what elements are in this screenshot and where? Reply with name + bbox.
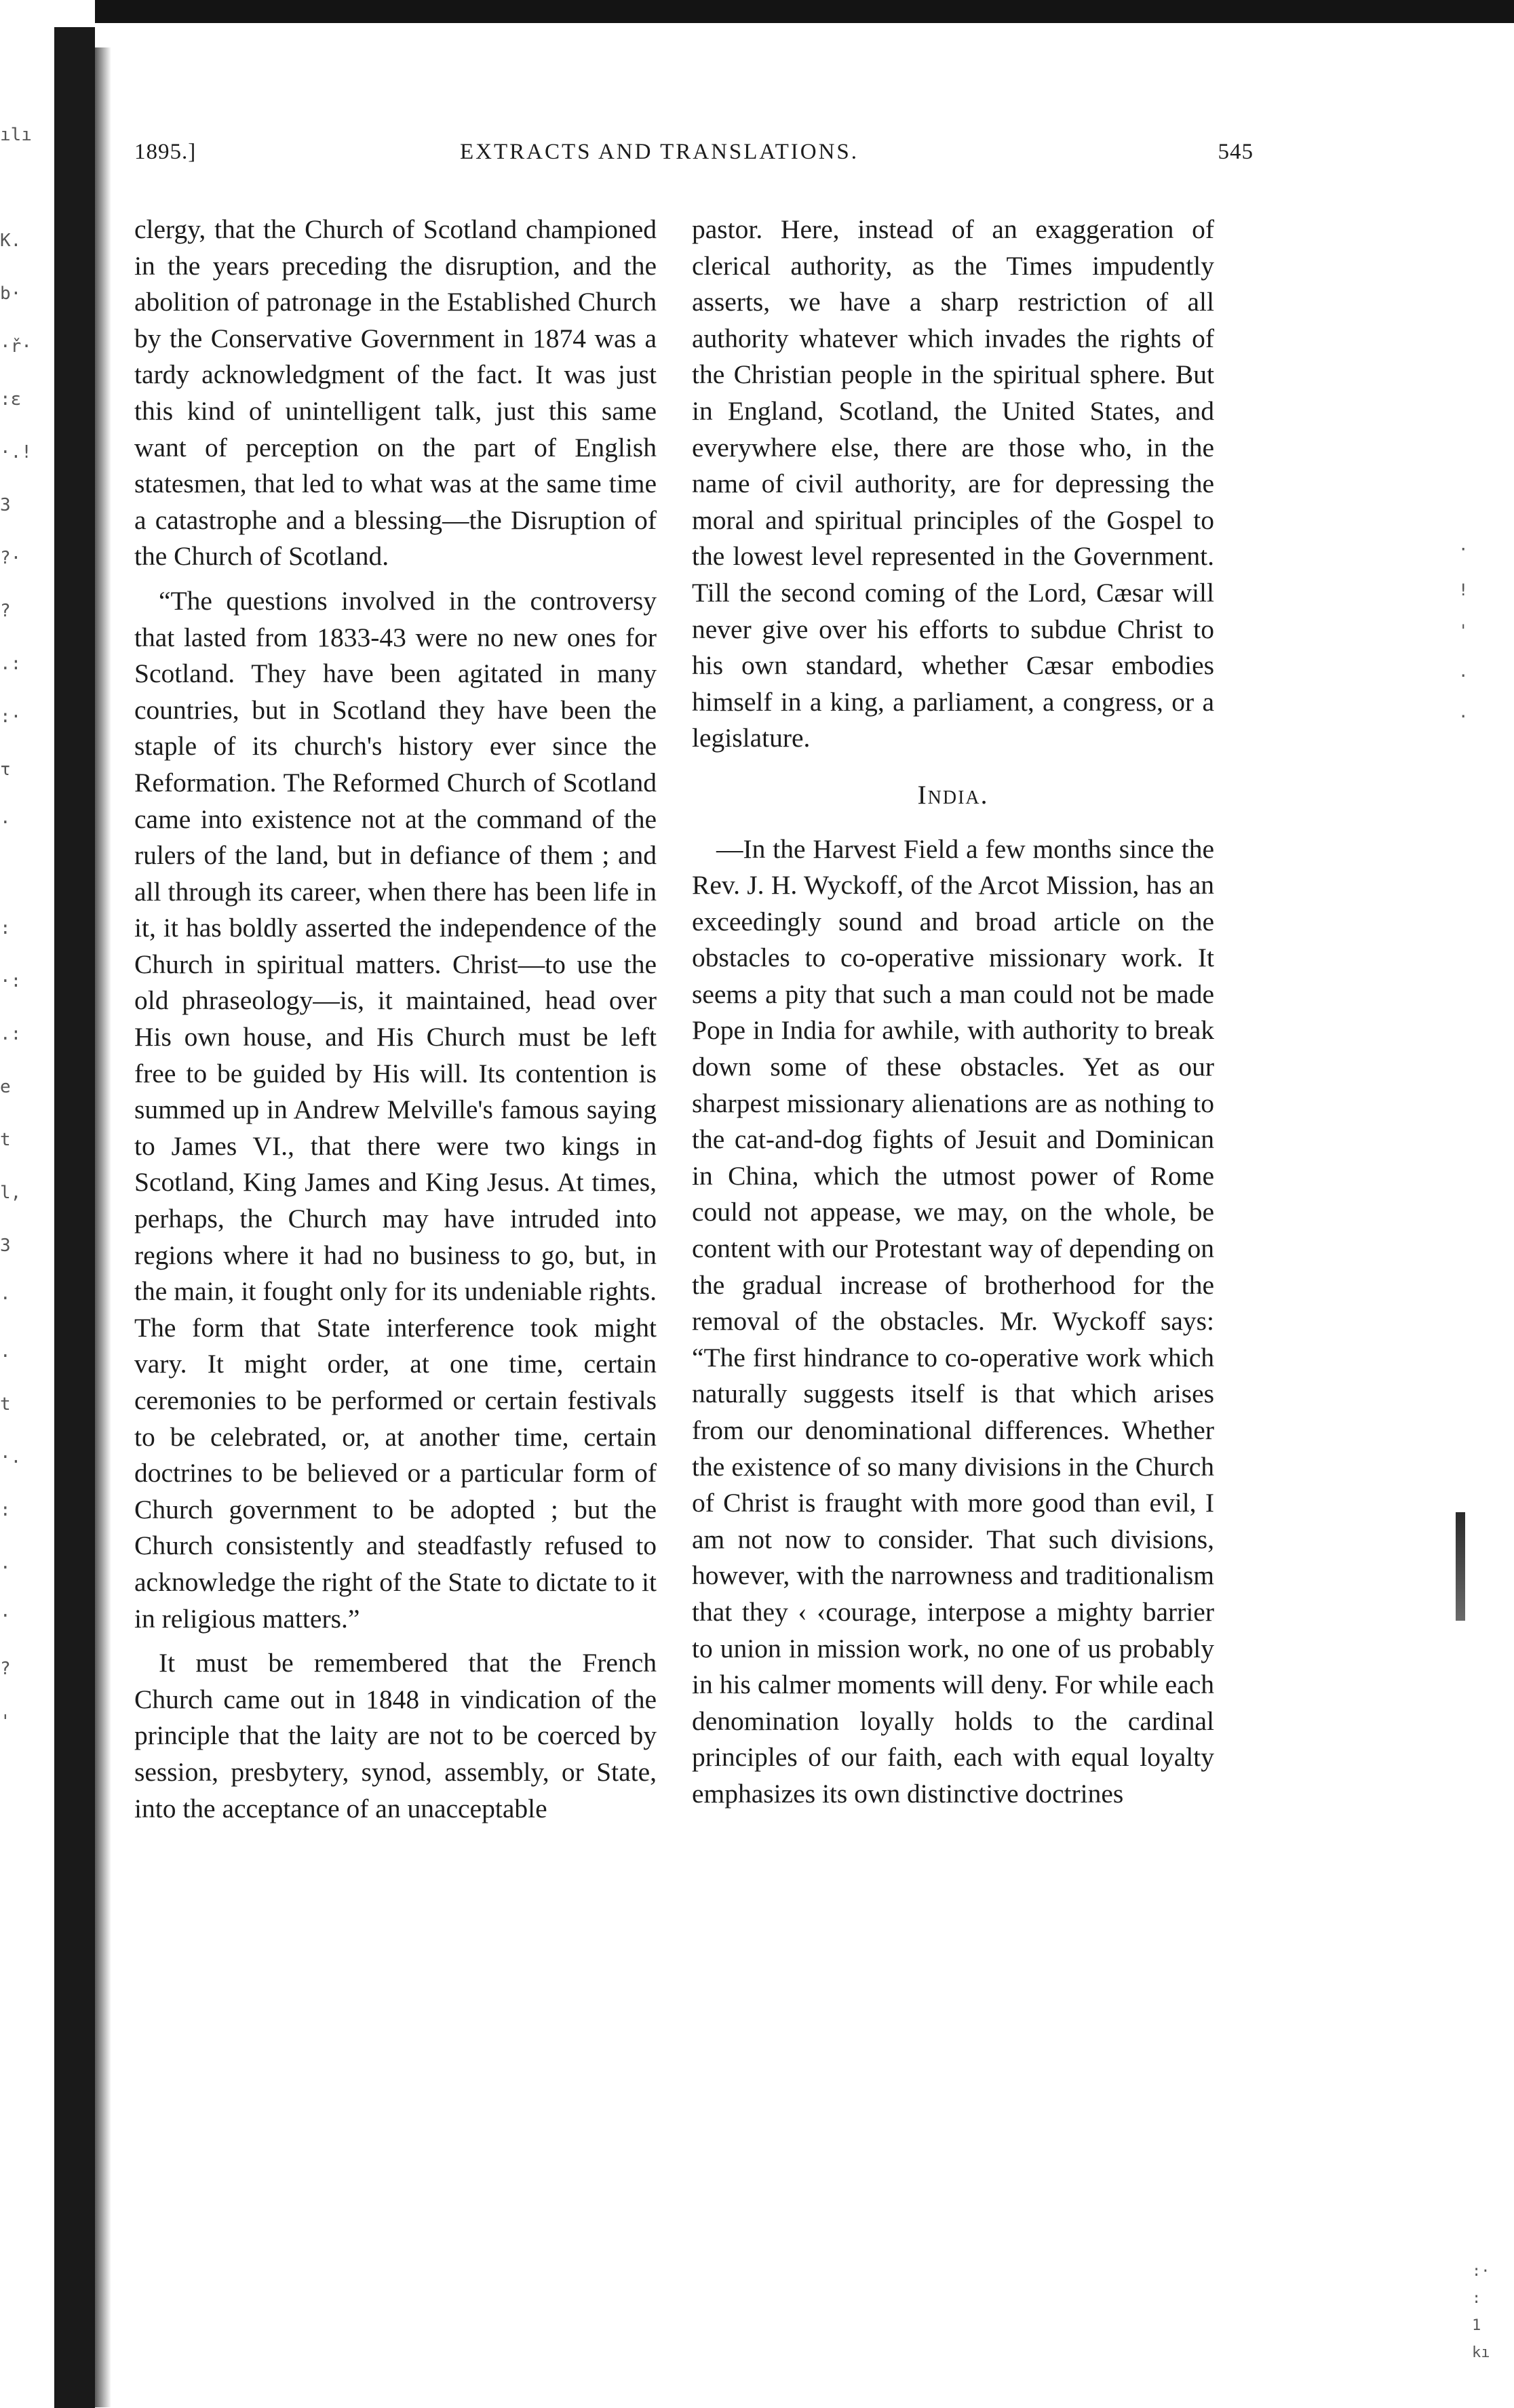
paragraph: “The questions involved in the controversy that lasted from 1833-43 were no new ones for Scotland. They have been agitated in many countries, but in Scotland they have been the staple of its church's history ever since the Reformation. The Reformed Church of Scotland came into existence not at the command of the rulers of the land, but in defiance of them ; and all through its career, when there has been life in it, it has boldly asserted the independence of the Church in spiritual matters. Christ—to use the old phraseology—is, it maintained, head over His own house, and His Church must be left free to be guided by His will. Its contention is summed up in Andrew Melville's famous saying to James VI., that there were two kings in Scotland, King James and King Jesus. At times, perhaps, the Church may have intruded into regions where it had no business to go, but, in the main, it fought only for its undeniable rights. The form that State interference took might vary. It might order, at one time, certain ceremonies to be performed or certain festivals to be celebrated, or, at another time, certain doctrines to be believed or a particular form of Church government to be adopted ; but the Church consistently and steadfastly refused to acknowledge the right of the State to dictate to it in religious matters.” — [134, 585, 657, 1634]
paragraph: pastor. Here, instead of an exaggeration of clerical authority, as the Times impudently asserts, we have a sharp restriction of all authority whatever which invades the rights of the Christian people in the spiritual sphere. But in England, Scotland, the United States, and everywhere else, there are those who, in the name of civil authority, are for depressing the moral and spiritual principles of the Gospel to the lowest level represented in the Government. Till the second coming of the Lord, Cæsar will never give over his efforts to subdue Christ to his own standard, whether Cæsar embodies himself in a king, a parliament, a congress, or a legislature. — [692, 214, 1214, 753]
paragraph: —In the Harvest Field a few months since the Rev. J. H. Wyckoff, of the Arcot Mission, has an exceedingly sound and broad article on the obstacles to co-operative missionary work. It seems a pity that such a man could not be made Pope in India for awhile, with authority to break down some of these obstacles. Yet as our sharpest missionary alienations are as nothing to the cat-and-dog fights of Jesuit and Dominican in China, which the utmost power of Rome could not appease, we may, on the whole, be content with our Protestant way of depending on the gradual increase of brotherhood for the removal of the obstacles. Mr. Wyckoff says: “The first hindrance to co-operative work which naturally suggests itself is that which arises from our denominational differences. Whether the existence of so many divisions in the Church of Christ is fraught with more good than evil, I am not now to consider. That such divisions, however, with the narrowness and traditionalism that they ‹ ‹courage, interpose a mighty barrier to union in mission work, no one of us probably in his calmer moments will deny. For while each denomination loyally holds to the cardinal principles of our faith, each with equal loyalty emphasizes its own distinctive doctrines — [692, 833, 1214, 1809]
page-header — [134, 140, 1254, 175]
right-margin-ink-mark — [1456, 1512, 1465, 1621]
page-number: 545 — [1218, 140, 1254, 164]
paragraph: clergy, that the Church of Scotland championed in the years preceding the disruption, and the abolition of patronage in the Established Church by the Conservative Government in 1874 was a tardy acknowledgment of the fact. It was just this kind of unintelligent talk, just this same want of perception on the part of English statesmen, that led to what was at the same time a catastrophe and a blessing—the Disruption of the Church of Scotland. — [134, 214, 657, 572]
header-year: 1895.] — [134, 140, 197, 164]
book-spine-shadow — [54, 27, 95, 2408]
section-heading: India. — [917, 779, 989, 810]
running-title: EXTRACTS AND TRANSLATIONS. — [460, 140, 859, 164]
scan-top-border — [0, 0, 1514, 30]
right-margin-bleed-marks: · ! ' . . — [1458, 540, 1469, 722]
bottom-right-bleed-marks: :· : 1 kı — [1472, 2263, 1490, 2361]
spine-edge-gradient — [95, 47, 111, 2407]
right-column — [692, 212, 1214, 1813]
left-margin-bleed-marks: ılı K. b· ·ř· :ɛ ·.! 3 ?· ? .: :· τ · : ·: .: e t l, 3 · . t ·. : . · ? ' — [0, 125, 32, 1732]
paragraph: It must be remembered that the French Church came out in 1848 in vindication of the principle that the laity are not to be coerced by session, presbytery, synod, assembly, or State, into the acceptance of an unacceptable — [134, 1648, 657, 1823]
left-column — [134, 212, 657, 1827]
